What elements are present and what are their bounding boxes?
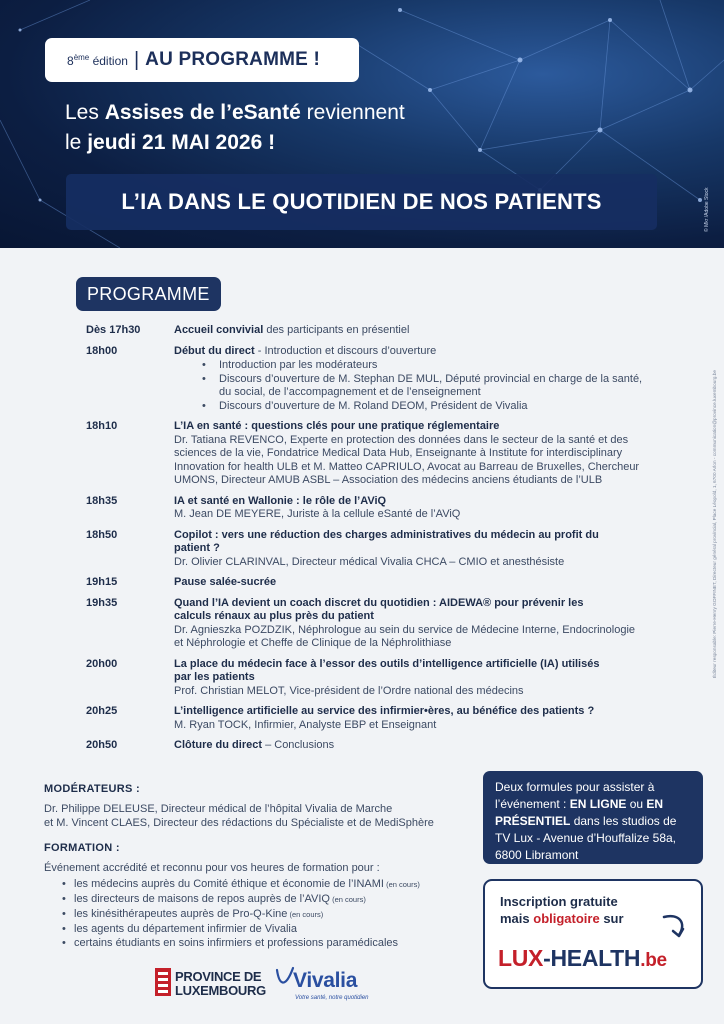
schedule-title: Copilot : vers une réduction des charges administratives du médecin au profit du patient ? bbox=[174, 528, 599, 554]
headline-line-2: le jeudi 21 MAI 2026 ! bbox=[65, 131, 276, 154]
schedule-speaker: Dr. Olivier CLARINVAL, Directeur médical Vivalia CHCA – CMIO et anesthésiste bbox=[174, 555, 565, 568]
schedule-row bbox=[86, 495, 646, 522]
list-item: • les directeurs de maisons de repos auprès de l’AVIQ (en cours) bbox=[62, 892, 420, 907]
schedule-time: Dès 17h30 bbox=[86, 324, 141, 336]
schedule-row bbox=[86, 658, 646, 699]
formation-list bbox=[62, 877, 420, 950]
schedule-row bbox=[86, 420, 646, 488]
list-item: • Discours d’ouverture de M. Stephan DE MUL, Député provincial en charge de la santé, du social, de l’accompagnement et de l’enseignement bbox=[202, 373, 646, 400]
schedule-row bbox=[86, 529, 646, 570]
vivalia-name: Vivalia bbox=[293, 969, 358, 992]
list-item: • les kinésithérapeutes auprès de Pro-Q-Kine (en cours) bbox=[62, 907, 420, 922]
opening-bullets bbox=[202, 359, 646, 413]
header-banner bbox=[0, 0, 724, 248]
vivalia-tagline: Votre santé, notre quotidien bbox=[295, 995, 369, 1001]
schedule-title: IA et santé en Wallonie : le rôle de l’AViQ bbox=[174, 494, 387, 507]
registration-line-1: Inscription gratuite bbox=[500, 894, 618, 909]
schedule-time: 20h00 bbox=[86, 657, 118, 670]
formation-heading: FORMATION : bbox=[44, 842, 120, 854]
schedule-speaker: Dr. Agnieszka POZDZIK, Néphrologue au sein du service de Médecine Interne, Endocrinologie et Néphrologie et Cheffe de Clinique de la Néphrolithiase bbox=[174, 623, 636, 649]
edition-label: 8ème édition bbox=[67, 52, 128, 68]
curved-arrow-icon bbox=[661, 911, 691, 941]
list-item: • les médecins auprès du Comité éthique et économie de l’INAMI (en cours) bbox=[62, 877, 420, 892]
schedule-title: L’IA en santé : questions clés pour une pratique réglementaire bbox=[174, 420, 500, 432]
moderator-line: et M. Vincent CLAES, Directeur des rédactions du Spécialiste et de MediSphère bbox=[44, 817, 434, 829]
schedule-title: L’intelligence artificielle au service des infirmier•ères, au bénéfice des patients ? bbox=[174, 705, 595, 717]
theme-title: L’IA DANS LE QUOTIDIEN DE NOS PATIENTS bbox=[66, 174, 657, 230]
vivalia-logo bbox=[271, 964, 381, 1012]
headline-line-1: Les Assises de l’eSanté reviennent bbox=[65, 101, 405, 124]
province-crest-icon bbox=[153, 966, 175, 1000]
attendance-info-box: Deux formules pour assister à l’événement : EN LIGNE ou EN PRÉSENTIEL dans les studios de TV Lux - Avenue d’Houffalize 58a, 6800 Libramont bbox=[483, 771, 703, 864]
list-item: • les agents du département infirmier de Vivalia bbox=[62, 922, 420, 936]
schedule-time: 18h00 bbox=[86, 344, 118, 357]
list-item: • Discours d’ouverture de M. Roland DEOM, Président de Vivalia bbox=[202, 400, 646, 414]
schedule-time: 19h15 bbox=[86, 576, 118, 588]
schedule-row: 18h00 Début du direct - Introduction et discours d’ouverture • Introduction par les modérateurs • Discours d’ouverture de M. Stephan DE MUL, Député provincial en charge de la santé, du social, de l’accompagnement et de l’enseignement • Discours d’ouverture de M. Roland DEOM, Président de Vivalia bbox=[86, 345, 646, 414]
schedule-speaker: Prof. Christian MELOT, Vice-président de l’Ordre national des médecins bbox=[174, 684, 524, 697]
schedule-row: 20h50 Clôture du direct – Conclusions bbox=[86, 739, 335, 751]
schedule-title: Quand l’IA devient un coach discret du quotidien : AIDEWA® pour prévenir les calculs rénaux au plus près du patient bbox=[174, 596, 584, 622]
badge-separator: | bbox=[133, 48, 140, 71]
province-luxembourg-logo bbox=[153, 965, 266, 1015]
schedule-time: 18h35 bbox=[86, 494, 118, 507]
schedule-title: Clôture du direct bbox=[174, 739, 263, 751]
legal-notice: Éditeur responsable: Pierre-Henry GOFFINET, Directeur général provincial, Place Léopold, 1, 6700 Arlon - communication@province.luxembourg.be bbox=[712, 369, 717, 678]
schedule-time: 18h10 bbox=[86, 420, 118, 432]
lux-health-link[interactable]: LUX-HEALTH.be bbox=[498, 945, 667, 971]
schedule-time: 18h50 bbox=[86, 528, 118, 541]
schedule-title: La place du médecin face à l’essor des outils d’intelligence artificielle (IA) utilisés par les patients bbox=[174, 657, 600, 683]
moderators-heading: MODÉRATEURS : bbox=[44, 783, 140, 795]
programme-schedule bbox=[86, 324, 646, 753]
schedule-time: 19h35 bbox=[86, 596, 118, 609]
formation-intro: Événement accrédité et reconnu pour vos heures de formation pour : bbox=[44, 862, 380, 874]
programme-heading: PROGRAMME bbox=[76, 277, 221, 311]
schedule-speaker: Dr. Tatiana REVENCO, Experte en protection des données dans le secteur de la santé et des sciences de la vie, Fondatrice Medical Data Hub, Enseignante à Institute for interdisciplinary Innovation for health ULB et M. Matteo CAPRIULO, Avocat au Barreau de Bruxelles, Chercheur UMONS, Directeur AMUB ASBL – Association des médecins anciens étudiants de l’ULB bbox=[174, 433, 640, 486]
schedule-row bbox=[86, 597, 646, 651]
schedule-time: 20h25 bbox=[86, 705, 118, 717]
schedule-speaker: M. Ryan TOCK, Infirmier, Analyste EBP et Enseignant bbox=[174, 718, 437, 731]
list-item: • Introduction par les modérateurs bbox=[202, 359, 646, 373]
schedule-speaker: M. Jean DE MEYERE, Juriste à la cellule eSanté de l’AViQ bbox=[174, 508, 461, 520]
moderator-line: Dr. Philippe DELEUSE, Directeur médical de l’hôpital Vivalia de Marche bbox=[44, 803, 393, 815]
schedule-time: 20h50 bbox=[86, 739, 118, 751]
schedule-row bbox=[86, 576, 646, 590]
schedule-title: Pause salée-sucrée bbox=[174, 576, 277, 588]
schedule-row: Dès 17h30 Accueil convivial des participants en présentiel bbox=[86, 324, 410, 336]
registration-box[interactable] bbox=[483, 879, 703, 989]
schedule-title: Accueil convivial bbox=[174, 324, 264, 336]
province-logo-text: PROVINCE DE LUXEMBOURG bbox=[175, 969, 266, 998]
programme-badge-label: AU PROGRAMME ! bbox=[145, 49, 321, 70]
photo-credit: © Mkr /Adobe Stock bbox=[704, 187, 710, 232]
list-item: • certains étudiants en soins infirmiers et professions paramédicales bbox=[62, 936, 420, 950]
registration-line-2: mais obligatoire sur bbox=[500, 911, 624, 926]
schedule-row bbox=[86, 705, 646, 732]
edition-badge bbox=[45, 38, 359, 82]
schedule-title: Début du direct bbox=[174, 344, 255, 357]
